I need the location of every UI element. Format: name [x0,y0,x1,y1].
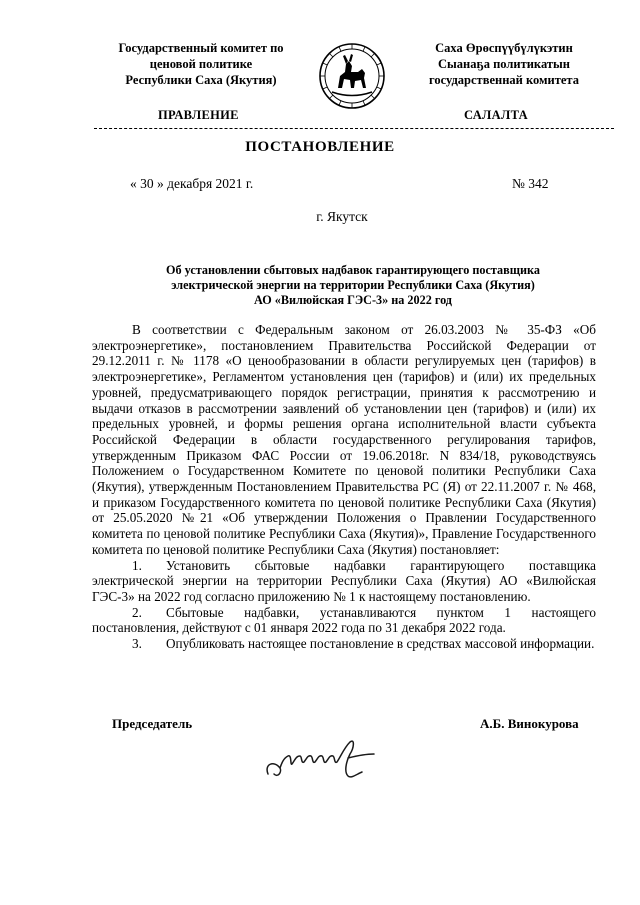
handwritten-signature [262,734,380,792]
header-org-right [400,40,608,88]
item-number: 3. [132,636,142,652]
signatory-name: А.Б. Винокурова [480,716,579,731]
document-number: № 342 [512,176,549,191]
resolution-item [92,605,596,636]
item-text: Опубликовать настоящее постановление в средствах массовой информации. [166,636,595,652]
document-title-line: АО «Вилюйская ГЭС-3» на 2022 год [254,293,452,307]
resolution-item [92,636,596,652]
signatory-role: Председатель [112,716,193,731]
board-label-left: ПРАВЛЕНИЕ [158,108,239,122]
resolution-item [92,558,596,605]
header-left-line: Республики Саха (Якутия) [125,73,277,87]
item-number: 2. [132,604,142,620]
header-left-line: ценовой политике [149,57,253,71]
header-right-line: государственнай комитета [429,73,579,87]
header-left-line: Государственный комитет по [118,41,284,55]
header-right-line: Саха Өрөспүүбүлүкэтин [435,41,573,55]
item-text: Сбытовые надбавки, устанавливаются пунктом 1 настоящего постановления, действуют с 01 января 2022 года по 31 декабря 2022 года. [92,604,596,636]
header-org-left [96,40,306,88]
document-city: г. Якутск [316,209,368,224]
document-date: « 30 » декабря 2021 г. [130,176,254,191]
document-title-line: электрической энергии на территории Республики Саха (Якутия) [171,278,535,292]
header-divider [94,128,614,129]
document-type-heading: ПОСТАНОВЛЕНИЕ [245,139,395,155]
item-text: Установить сбытовые надбавки гарантирующего поставщика электрической энергии на территории Республики Саха (Якутия) АО «Вилюйская ГЭС-3» на 2022 год согласно приложению № 1 к настоящему постановлению. [92,557,596,604]
document-title [118,263,588,308]
header-right-line: Сыанаҕа политикатын [438,57,570,71]
preamble-paragraph: В соответствии с Федеральным законом от 26.03.2003 № 35-ФЗ «Об электроэнергетике», постановлением Правительства Российской Федерации от 29.12.2011 г. № 1178 «О ценообразовании в области регулируемых цен (тарифов) в электроэнергетике», Регламентом установления цен (тарифов) и (или) их предельных уровней, предусматривающего порядок регистрации, принятия к рассмотрению и выдачи отказов в рассмотрении заявлений об установлении цен (тарифов) и (или) их предельных уровней, и формы решения органа исполнительной власти субъекта Российской Федерации в области государственного регулирования тарифов, утвержденным Приказом ФАС России от 19.06.2018г. N 834/18, руководствуясь Положением о Государственном Комитете по ценовой политики Республики Саха (Якутия), утвержденным Постановлением Правительства РС (Я) от 22.11.2007 г. № 468, и приказом Государственного комитета по ценовой политике Республики Саха (Якутия) от 25.05.2020 №21 «Об утверждении Положения о Правлении Государственного комитета по ценовой политике Республики Саха (Якутия)», Правление Государственного комитета по ценовой политике Республики Саха (Якутия) постановляет: [92,322,596,557]
document-body [92,322,596,652]
document-title-line: Об установлении сбытовых надбавок гарантирующего поставщика [166,263,540,277]
item-number: 1. [132,557,142,573]
coat-of-arms-emblem-icon [318,42,386,110]
board-label-right: САЛАЛТА [464,108,528,122]
